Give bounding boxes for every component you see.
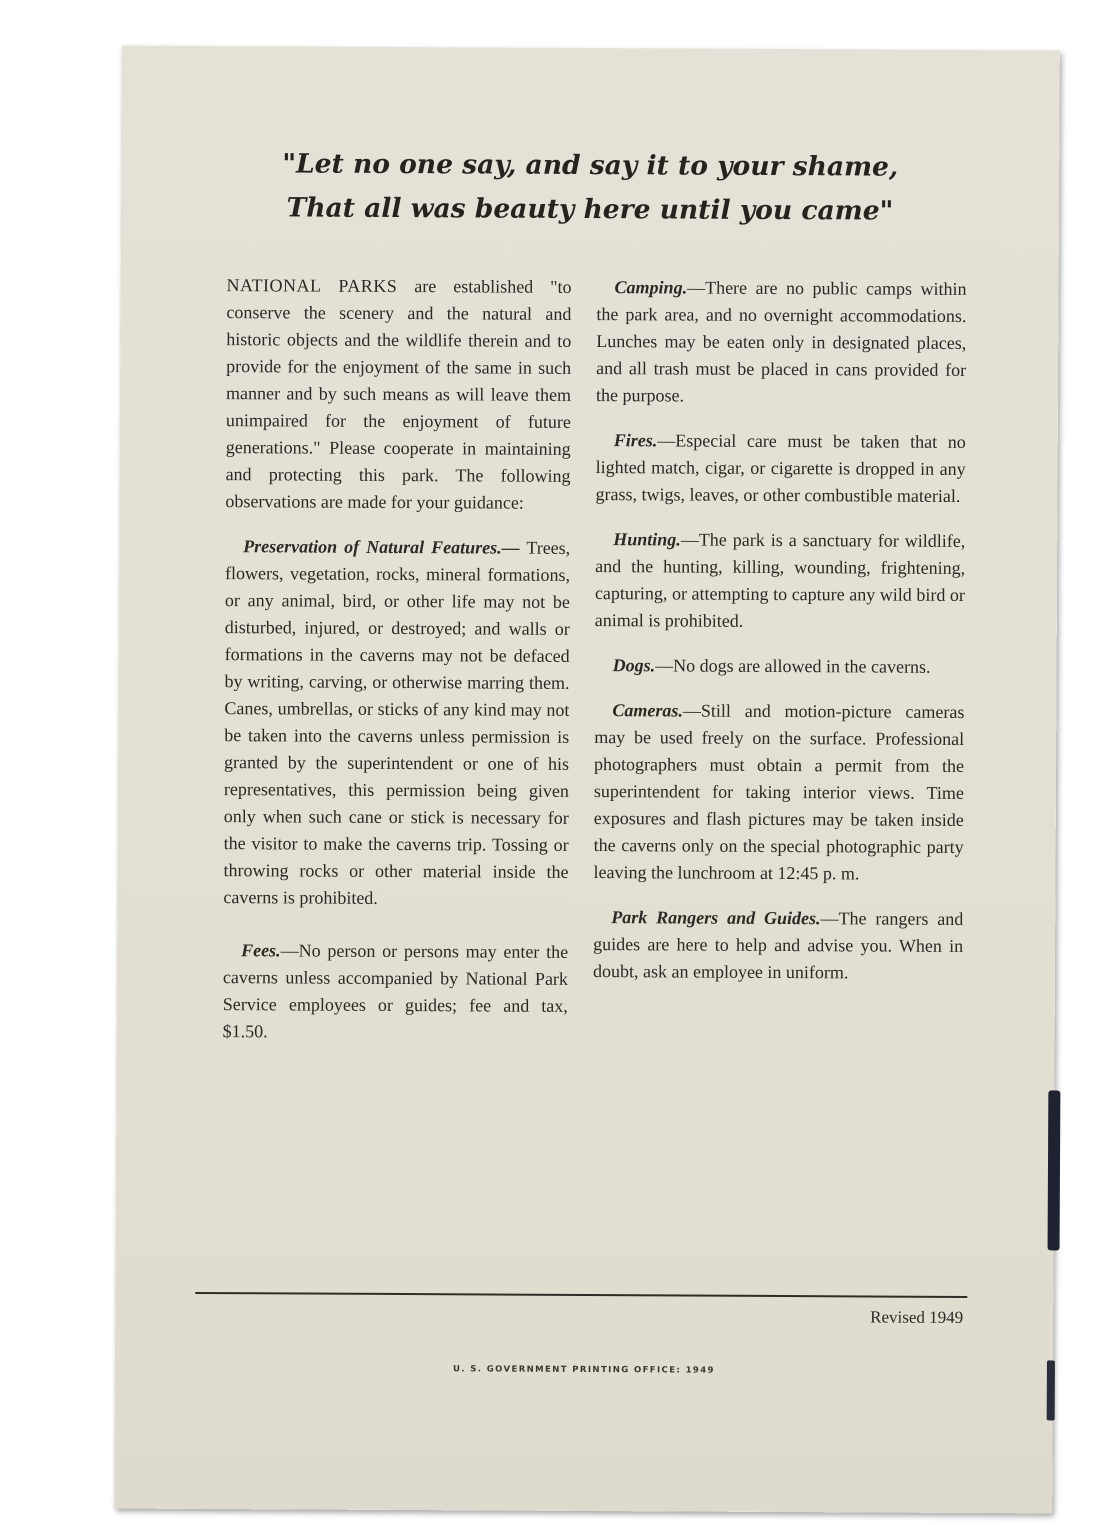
camping-paragraph bbox=[596, 274, 967, 411]
hunting-paragraph bbox=[595, 526, 966, 636]
intro-paragraph bbox=[225, 272, 571, 517]
rangers-heading: Park Rangers and Guides. bbox=[611, 907, 821, 929]
fires-paragraph bbox=[595, 427, 965, 510]
dogs-paragraph bbox=[595, 652, 965, 681]
right-column bbox=[593, 274, 967, 1005]
footer-rule bbox=[195, 1292, 967, 1298]
cameras-heading: Cameras. bbox=[612, 700, 683, 721]
revised-note: Revised 1949 bbox=[870, 1307, 964, 1327]
fires-heading: Fires. bbox=[613, 430, 658, 451]
intro-body: are established "to conserve the scenery and the natural and historic objects and the wildlife therein and to provide for the enjoyment of the same in such manner and by such means as will leave them unimpaired for the enjoyment of future generations." Please cooperate in maintaining and protecting this park. The following observations are made for your guidance: bbox=[225, 275, 572, 513]
preservation-heading: Preservation of Natural Features.— bbox=[243, 536, 520, 558]
cameras-paragraph bbox=[593, 697, 964, 888]
rangers-paragraph bbox=[593, 904, 963, 987]
preservation-paragraph bbox=[223, 533, 570, 913]
camping-body: —There are no public camps within the park area, and no overnight accommodations. Lunches may be eaten only in designated places, and all trash must be placed in cans provided for the purpose. bbox=[595, 277, 967, 406]
hunting-heading: Hunting. bbox=[613, 529, 681, 550]
printer-imprint: U. S. GOVERNMENT PRINTING OFFICE: 1949 bbox=[452, 1364, 715, 1376]
fires-body: —Especial care must be taken that no lighted match, cigar, or cigarette is dropped in any grass, twigs, leaves, or other combustible material. bbox=[595, 430, 966, 506]
epigraph-quote bbox=[121, 142, 1059, 235]
hunting-body: —The park is a sanctuary for wildlife, and the hunting, killing, wounding, frightening, capturing, or attempting to capture any wild bird or animal is prohibited. bbox=[594, 529, 966, 631]
dogs-heading: Dogs. bbox=[612, 655, 656, 676]
preservation-body: Trees, flowers, vegetation, rocks, mineral formations, or any animal, bird, or other life may not be disturbed, injured, or destroyed; and walls or formations in the caverns may not be defaced by writing, carving, or otherwise marring them. Canes, umbrellas, or sticks of any kind may not be taken into the caverns unless permission is granted by the superintendent or one of his representatives, this permission being given only when such cane or stick is necessary for the visitor to make the caverns trip. Tossing or throwing rocks or other material inside the caverns is prohibited. bbox=[223, 537, 571, 908]
quote-line-1: "Let no one say, and say it to your shame, bbox=[282, 148, 899, 183]
camping-heading: Camping. bbox=[614, 277, 688, 298]
dogs-body: —No dogs are allowed in the caverns. bbox=[655, 655, 931, 677]
quote-line-2: That all was beauty here until you came" bbox=[286, 192, 894, 227]
booklet-back-cover bbox=[114, 46, 1060, 1514]
fees-paragraph bbox=[223, 937, 569, 1047]
fees-heading: Fees. bbox=[241, 940, 281, 961]
cameras-body: —Still and motion-picture cameras may be used freely on the surface. Professional photographers must obtain a permit from the superintendent for taking interior views. Time exposures and flash pictures may be taken inside the caverns only on the special photographic party leaving the lunchroom at 12:45 p. m. bbox=[593, 700, 965, 884]
staple-shadow bbox=[1048, 1090, 1061, 1250]
rangers-body: —The rangers and guides are here to help and advise you. When in doubt, ask an employee in uniform. bbox=[592, 908, 964, 983]
intro-lead: NATIONAL PARKS bbox=[226, 275, 398, 296]
fees-body: —No person or persons may enter the caverns unless accompanied by National Park Service employees or guides; fee and tax, $1.50. bbox=[222, 940, 569, 1042]
left-column bbox=[223, 272, 572, 1065]
